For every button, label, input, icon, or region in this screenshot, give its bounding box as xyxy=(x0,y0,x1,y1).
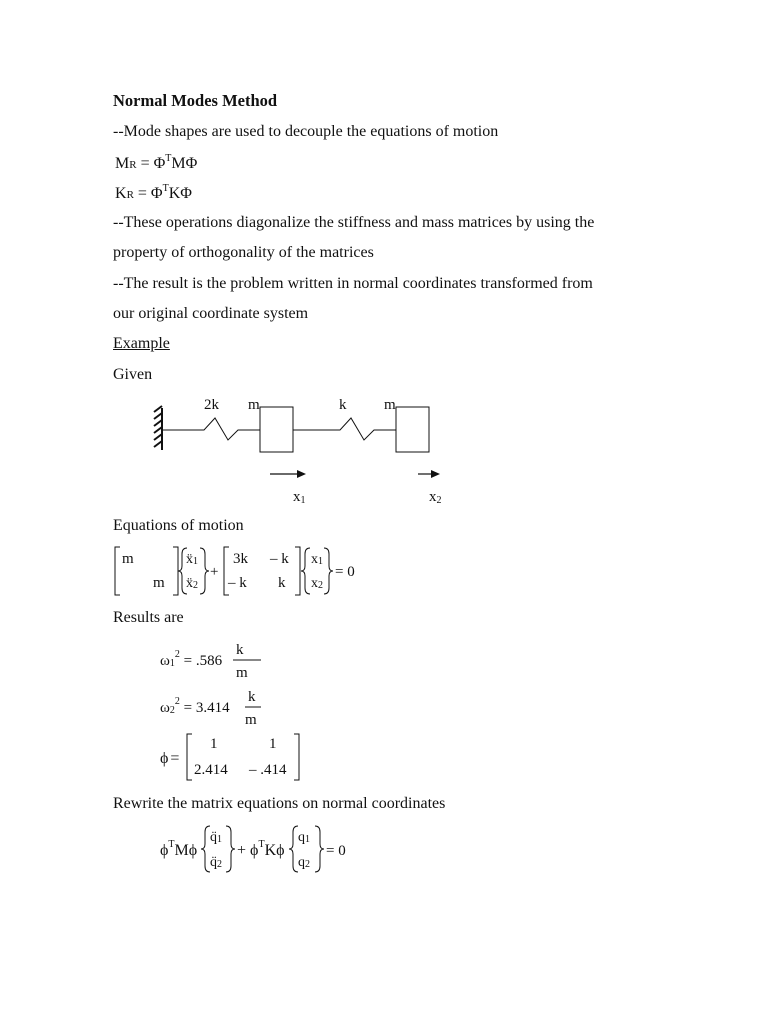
qdd-vector-right-brace xyxy=(226,826,235,872)
mass-1-label: m xyxy=(248,397,260,413)
k11: 3k xyxy=(233,551,248,567)
results-label: Results are xyxy=(113,609,184,626)
paragraph-2-line-2: our original coordinate system xyxy=(113,305,309,322)
phi-a21: 2.414 xyxy=(194,762,228,778)
spring-1-label: 2k xyxy=(204,397,219,413)
eom-label: Equations of motion xyxy=(113,517,244,534)
omega1-num: k xyxy=(236,642,244,658)
q1: q1 xyxy=(298,830,310,845)
x2-label: x2 xyxy=(429,489,442,506)
pos-1: x1 xyxy=(311,552,323,567)
q2: q2 xyxy=(298,855,310,870)
phi-t-m-phi: $\phi^TM\phi$ xyxy=(160,839,198,859)
phi-a22: – .414 xyxy=(249,762,287,778)
qdd-vector-left-brace xyxy=(201,826,210,872)
phi-a11: 1 xyxy=(210,736,218,752)
omega1-equation: $\omega 1^2 = .586$ xyxy=(160,649,223,669)
mass-m22: m xyxy=(153,575,165,591)
q2-ddot: q̈2 xyxy=(210,855,222,870)
equation-mass-reduced: MR = $\Phi^TM\Phi$ xyxy=(115,153,198,172)
equation-stiffness-reduced: KR = $\Phi^TK\Phi$ xyxy=(115,183,192,202)
acc-2: ẍ2 xyxy=(186,576,198,591)
mass-m11: m xyxy=(122,551,134,567)
paragraph-2-line-1: --The result is the problem written in normal coordinates transformed from xyxy=(113,275,593,292)
spring-2-label: k xyxy=(339,397,347,413)
example-heading: Example xyxy=(113,335,170,352)
q1-ddot: q̈1 xyxy=(210,830,222,845)
equals-zero: = 0 xyxy=(335,564,355,580)
phi-a12: 1 xyxy=(269,736,277,752)
normal-equals-zero: = 0 xyxy=(326,843,346,859)
omega2-den: m xyxy=(245,712,257,728)
plus-phi-t-k-phi: + $\phi^TK\phi$ xyxy=(237,839,285,859)
plus-sign: + xyxy=(210,564,219,580)
k22: k xyxy=(278,575,286,591)
q-vector-right-brace xyxy=(315,826,324,872)
pos-2: x2 xyxy=(311,576,323,591)
phi-symbol: ϕ = xyxy=(160,750,180,767)
intro-line: --Mode shapes are used to decouple the equations of motion xyxy=(113,123,499,140)
x1-label: x1 xyxy=(293,489,306,506)
q-vector-left-brace xyxy=(289,826,298,872)
k21: – k xyxy=(228,575,247,591)
given-label: Given xyxy=(113,366,153,383)
rewrite-label: Rewrite the matrix equations on normal coordinates xyxy=(113,795,446,812)
paragraph-1-line-2: property of orthogonality of the matrices xyxy=(113,244,374,261)
mass-2-label: m xyxy=(384,397,396,413)
paragraph-1-line-1: --These operations diagonalize the stiffness and mass matrices by using the xyxy=(113,214,595,231)
omega2-equation: $\omega 2^2 = 3.414$ xyxy=(160,696,230,716)
omega2-num: k xyxy=(248,689,256,705)
page-heading: Normal Modes Method xyxy=(113,91,278,110)
omega1-den: m xyxy=(236,665,248,681)
acc-1: ẍ1 xyxy=(186,552,198,567)
k12: – k xyxy=(270,551,289,567)
